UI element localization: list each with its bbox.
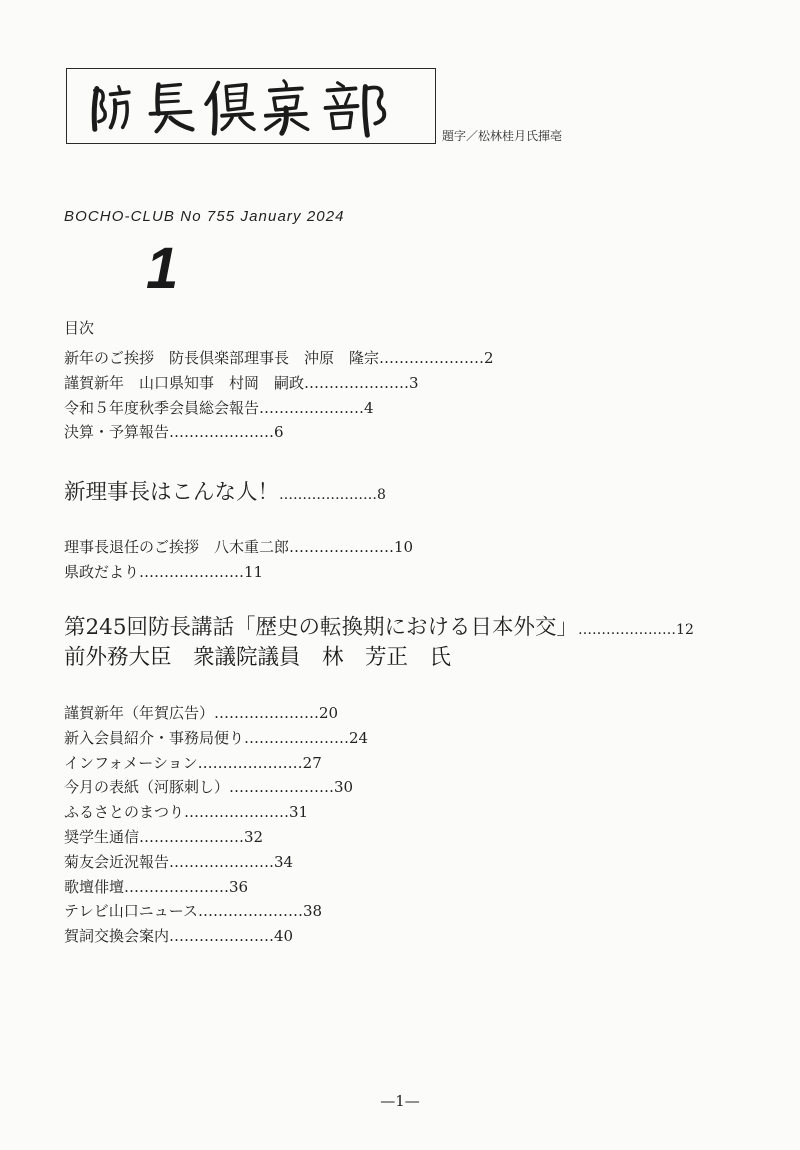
toc-item-page: 10 — [394, 538, 414, 556]
toc-leader-dots: ………………… — [244, 728, 350, 747]
toc-leader-dots: ………………… — [169, 927, 275, 946]
toc-item-page: 4 — [364, 398, 374, 417]
toc-item-page: 30 — [334, 778, 354, 797]
toc-feature-item[interactable] — [64, 478, 764, 508]
toc-item[interactable] — [64, 726, 764, 751]
toc-item[interactable] — [64, 396, 764, 421]
toc-leader-dots: ………………… — [304, 373, 410, 392]
toc-item[interactable] — [64, 701, 764, 726]
toc-item[interactable] — [64, 775, 764, 800]
toc-item[interactable] — [64, 924, 764, 949]
toc-item-title: 決算・予算報告 — [64, 423, 170, 442]
toc-item[interactable] — [64, 560, 764, 585]
toc-leader-dots: ………………… — [139, 827, 245, 846]
toc-leader-dots: ………………… — [279, 487, 378, 503]
toc-leader-dots: ………………… — [139, 562, 245, 581]
toc-leader-dots: ………………… — [214, 704, 320, 722]
toc-leader-dots: ………………… — [184, 803, 290, 822]
toc-feature-speaker: 前外務大臣 衆議院議員 林 芳正 氏 — [64, 645, 452, 670]
toc-item[interactable] — [64, 800, 764, 825]
toc-leader-dots: ………………… — [259, 398, 365, 417]
toc-item-title: テレビ山口ニュース — [64, 902, 198, 921]
toc-item-title: 第245回防長講話「歴史の転換期における日本外交」 — [64, 615, 579, 640]
toc-item-title: 令和５年度秋季会員総会報告 — [64, 398, 260, 417]
toc-item[interactable] — [64, 825, 764, 850]
toc-item-title: 新入会員紹介・事務局便り — [64, 728, 245, 747]
toc-item-page: 11 — [244, 562, 264, 581]
toc-item-page: 12 — [676, 622, 694, 638]
toc-item-title: 歌壇俳壇 — [64, 877, 125, 896]
toc-leader-dots: ………………… — [124, 877, 230, 896]
toc-item[interactable] — [64, 899, 764, 924]
toc-item[interactable] — [64, 875, 764, 900]
toc-item-title: 理事長退任のご挨拶 八木重二郎 — [64, 538, 290, 556]
toc-leader-dots: ………………… — [578, 622, 677, 638]
toc-item-page: 31 — [289, 803, 309, 822]
toc-item-title: 新理事長はこんな人！ — [64, 480, 280, 505]
toc-item[interactable] — [64, 535, 764, 560]
page-number: —1— — [380, 1092, 420, 1110]
toc-item-title: 謹賀新年 山口県知事 村岡 嗣政 — [64, 373, 305, 392]
toc-item[interactable] — [64, 850, 764, 875]
toc-item-title: 今月の表紙（河豚刺し） — [64, 778, 230, 797]
toc-group-2 — [64, 535, 764, 585]
toc-item-page: 24 — [349, 728, 369, 747]
toc-group-3 — [64, 701, 764, 949]
masthead-title-box — [66, 68, 436, 144]
toc-item-title: 奨学生通信 — [64, 827, 140, 846]
toc-item-title: 賀詞交換会案内 — [64, 927, 170, 946]
toc-item-page: 38 — [302, 902, 323, 921]
toc-item[interactable] — [64, 371, 764, 396]
toc-leader-dots: ………………… — [197, 753, 303, 772]
toc-heading: 目次 — [64, 319, 95, 337]
toc-item-title: 謹賀新年（年賀広告） — [64, 704, 215, 722]
toc-item-page: 6 — [274, 423, 284, 442]
toc-feature-item[interactable] — [64, 613, 764, 643]
toc-item-title: インフォメーション — [64, 753, 198, 772]
toc-item-page: 32 — [244, 827, 264, 846]
toc-item[interactable] — [64, 346, 764, 371]
toc-item-page: 2 — [484, 349, 494, 367]
calligraphy-title-logo — [67, 69, 435, 143]
toc-leader-dots: ………………… — [289, 538, 395, 556]
toc-group-1 — [64, 346, 764, 445]
toc-item[interactable] — [64, 420, 764, 445]
issue-month-number: 1 — [146, 236, 179, 301]
calligraphy-credit: 題字／松林桂月氏揮亳 — [442, 129, 563, 143]
toc-feature-2 — [64, 613, 764, 673]
toc-item-page: 8 — [377, 487, 386, 503]
toc-item-title: 菊友会近況報告 — [64, 852, 170, 871]
toc-item-title: ふるさとのまつり — [64, 803, 185, 822]
toc-item-page: 3 — [409, 373, 419, 392]
toc-item-page: 34 — [274, 852, 294, 871]
toc-leader-dots: ………………… — [229, 778, 335, 797]
toc-item-page: 20 — [319, 704, 339, 722]
toc-item-page: 40 — [274, 927, 294, 946]
toc-item-title: 新年のご挨拶 防長倶楽部理事長 沖原 隆宗 — [64, 349, 380, 367]
toc-item-title: 県政だより — [64, 562, 140, 581]
issue-line: BOCHO-CLUB No 755 January 2024 — [64, 208, 345, 225]
toc-item-page: 36 — [229, 877, 249, 896]
toc-leader-dots: ………………… — [197, 902, 303, 921]
toc-leader-dots: ………………… — [169, 423, 275, 442]
toc-leader-dots: ………………… — [169, 852, 275, 871]
toc-item[interactable] — [64, 751, 764, 776]
toc-item-page: 27 — [302, 753, 322, 772]
toc-feature-1 — [64, 478, 764, 508]
toc-leader-dots: ………………… — [379, 349, 485, 367]
